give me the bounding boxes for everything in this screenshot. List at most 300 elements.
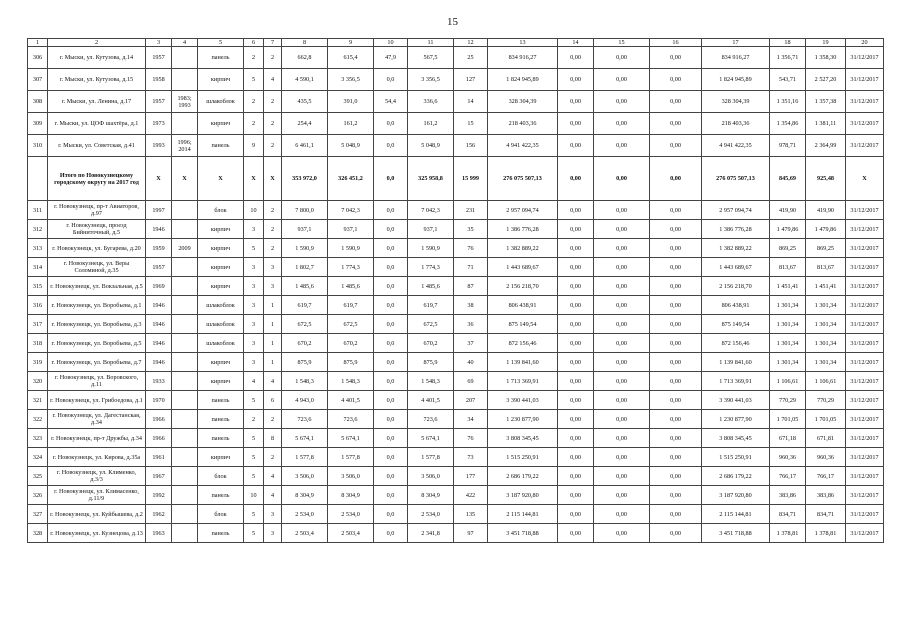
value-j: 3 187 920,80 [702, 486, 770, 505]
wall-material: панель [198, 524, 244, 543]
floors: 5 [244, 524, 264, 543]
value-i: 0,00 [650, 315, 702, 334]
value-h: 0,00 [594, 315, 650, 334]
value-k: 1 106,61 [770, 372, 806, 391]
area-c: 0,0 [374, 486, 408, 505]
date: 31/12/2017 [846, 69, 884, 91]
entrances: 2 [264, 220, 282, 239]
value-g: 0,00 [558, 486, 594, 505]
row-number: 328 [28, 524, 48, 543]
residents: 69 [454, 372, 488, 391]
value-k: 1 354,86 [770, 113, 806, 135]
col-header: 11 [408, 39, 454, 47]
address: г. Новокузнецк, проезд Бийниточный, д.5 [48, 220, 146, 239]
value-i: 0,00 [650, 391, 702, 410]
year-renovated [172, 505, 198, 524]
value-l: 2 364,99 [806, 135, 846, 157]
col-header: 14 [558, 39, 594, 47]
date: 31/12/2017 [846, 277, 884, 296]
living-area: 8 304,9 [328, 486, 374, 505]
row-number: 326 [28, 486, 48, 505]
total-area: 8 304,9 [282, 486, 328, 505]
residents: 36 [454, 315, 488, 334]
cost: 1 386 776,28 [488, 220, 558, 239]
total-x: X [146, 157, 172, 201]
total-i: 0,00 [650, 157, 702, 201]
value-k: 1 301,34 [770, 353, 806, 372]
value-i: 0,00 [650, 334, 702, 353]
value-i: 0,00 [650, 135, 702, 157]
row-number: 319 [28, 353, 48, 372]
row-number: 318 [28, 334, 48, 353]
area-d: 7 042,3 [408, 201, 454, 220]
row-number: 320 [28, 372, 48, 391]
year-renovated [172, 429, 198, 448]
value-k: 1 301,34 [770, 296, 806, 315]
col-header: 6 [244, 39, 264, 47]
table-row [28, 429, 884, 448]
value-h: 0,00 [594, 372, 650, 391]
value-k: 869,25 [770, 239, 806, 258]
value-i: 0,00 [650, 47, 702, 69]
row-number: 313 [28, 239, 48, 258]
total-x: X [198, 157, 244, 201]
year-built: 1961 [146, 448, 172, 467]
value-j: 1 443 689,67 [702, 258, 770, 277]
year-renovated [172, 486, 198, 505]
area-c: 0,0 [374, 391, 408, 410]
value-h: 0,00 [594, 47, 650, 69]
entrances: 2 [264, 47, 282, 69]
col-header: 10 [374, 39, 408, 47]
table-row [28, 315, 884, 334]
value-k: 543,71 [770, 69, 806, 91]
address: г. Новокузнецк, ул. Вокзальная, д.5 [48, 277, 146, 296]
value-i: 0,00 [650, 448, 702, 467]
address: г. Новокузнецк, ул. Кирова, д.35а [48, 448, 146, 467]
residents: 25 [454, 47, 488, 69]
value-i: 0,00 [650, 467, 702, 486]
value-l: 383,86 [806, 486, 846, 505]
date: 31/12/2017 [846, 372, 884, 391]
total-area: 6 461,1 [282, 135, 328, 157]
value-g: 0,00 [558, 91, 594, 113]
value-g: 0,00 [558, 201, 594, 220]
value-h: 0,00 [594, 69, 650, 91]
row-number: 315 [28, 277, 48, 296]
residents: 207 [454, 391, 488, 410]
table-row [28, 353, 884, 372]
living-area: 391,0 [328, 91, 374, 113]
floors: 3 [244, 315, 264, 334]
value-h: 0,00 [594, 113, 650, 135]
cost: 1 139 841,60 [488, 353, 558, 372]
value-h: 0,00 [594, 334, 650, 353]
date: 31/12/2017 [846, 486, 884, 505]
value-i: 0,00 [650, 239, 702, 258]
value-l: 770,29 [806, 391, 846, 410]
value-k: 1 451,41 [770, 277, 806, 296]
row-number: 316 [28, 296, 48, 315]
area-d: 672,5 [408, 315, 454, 334]
row-number: 309 [28, 113, 48, 135]
value-k: 1 301,34 [770, 315, 806, 334]
value-h: 0,00 [594, 467, 650, 486]
value-l: 1 378,81 [806, 524, 846, 543]
cost: 218 403,36 [488, 113, 558, 135]
wall-material: панель [198, 47, 244, 69]
value-g: 0,00 [558, 334, 594, 353]
floors: 2 [244, 113, 264, 135]
total-date: X [846, 157, 884, 201]
value-j: 872 156,46 [702, 334, 770, 353]
value-g: 0,00 [558, 353, 594, 372]
residents: 14 [454, 91, 488, 113]
date: 31/12/2017 [846, 467, 884, 486]
wall-material: шлакоблок [198, 91, 244, 113]
date: 31/12/2017 [846, 315, 884, 334]
entrances: 6 [264, 391, 282, 410]
table-row [28, 239, 884, 258]
living-area: 1 774,3 [328, 258, 374, 277]
table-row [28, 135, 884, 157]
row-number: 312 [28, 220, 48, 239]
year-built: 1973 [146, 113, 172, 135]
total-area: 4 590,1 [282, 69, 328, 91]
total-area: 5 674,1 [282, 429, 328, 448]
total-area: 937,1 [282, 220, 328, 239]
area-d: 5 674,1 [408, 429, 454, 448]
total-area: 1 577,8 [282, 448, 328, 467]
value-l: 1 357,38 [806, 91, 846, 113]
value-l: 1 381,11 [806, 113, 846, 135]
cost: 1 713 369,91 [488, 372, 558, 391]
area-d: 2 341,8 [408, 524, 454, 543]
floors: 3 [244, 353, 264, 372]
entrances: 4 [264, 467, 282, 486]
year-renovated [172, 315, 198, 334]
cost: 4 941 422,35 [488, 135, 558, 157]
page-number: 15 [447, 16, 458, 28]
total-area: 435,5 [282, 91, 328, 113]
col-header: 9 [328, 39, 374, 47]
address: г. Новокузнецк, ул. Грибоедова, д.1 [48, 391, 146, 410]
table-row [28, 69, 884, 91]
year-renovated [172, 448, 198, 467]
living-area: 3 356,5 [328, 69, 374, 91]
total-area: 1 548,3 [282, 372, 328, 391]
year-built: 1969 [146, 277, 172, 296]
entrances: 1 [264, 353, 282, 372]
cost: 1 824 945,89 [488, 69, 558, 91]
value-h: 0,00 [594, 505, 650, 524]
row-number: 307 [28, 69, 48, 91]
table-row [28, 113, 884, 135]
area-c: 0,0 [374, 258, 408, 277]
address: г. Мыски, ул. ЦОФ шахтёра, д.1 [48, 113, 146, 135]
cost: 1 382 889,22 [488, 239, 558, 258]
total-empty [28, 157, 48, 201]
value-h: 0,00 [594, 135, 650, 157]
area-d: 4 401,5 [408, 391, 454, 410]
area-c: 0,0 [374, 201, 408, 220]
date: 31/12/2017 [846, 505, 884, 524]
value-j: 3 451 718,88 [702, 524, 770, 543]
year-built: 1957 [146, 47, 172, 69]
wall-material: кирпич [198, 353, 244, 372]
value-j: 3 390 441,03 [702, 391, 770, 410]
floors: 3 [244, 258, 264, 277]
entrances: 2 [264, 410, 282, 429]
area-c: 0,0 [374, 296, 408, 315]
address: г. Новокузнецк, ул. Воробьева, д.5 [48, 334, 146, 353]
area-c: 0,0 [374, 334, 408, 353]
year-built: 1962 [146, 505, 172, 524]
cost: 2 957 094,74 [488, 201, 558, 220]
value-j: 218 403,36 [702, 113, 770, 135]
value-l: 2 527,20 [806, 69, 846, 91]
value-h: 0,00 [594, 410, 650, 429]
value-j: 2 957 094,74 [702, 201, 770, 220]
year-built: 1946 [146, 220, 172, 239]
floors: 5 [244, 69, 264, 91]
address: г. Новокузнецк, ул. Дагестанская, д.34 [48, 410, 146, 429]
floors: 3 [244, 334, 264, 353]
date: 31/12/2017 [846, 258, 884, 277]
value-k: 671,18 [770, 429, 806, 448]
living-area: 7 042,3 [328, 201, 374, 220]
total-area-living: 326 451,2 [328, 157, 374, 201]
wall-material: кирпич [198, 372, 244, 391]
value-j: 1 713 369,91 [702, 372, 770, 391]
date: 31/12/2017 [846, 334, 884, 353]
value-k: 766,17 [770, 467, 806, 486]
table-row [28, 47, 884, 69]
area-c: 0,0 [374, 69, 408, 91]
value-k: 383,86 [770, 486, 806, 505]
year-renovated: 2009 [172, 239, 198, 258]
living-area: 1 577,8 [328, 448, 374, 467]
year-renovated [172, 201, 198, 220]
wall-material: кирпич [198, 113, 244, 135]
total-area: 670,2 [282, 334, 328, 353]
table-row [28, 410, 884, 429]
living-area: 615,4 [328, 47, 374, 69]
wall-material: кирпич [198, 277, 244, 296]
date: 31/12/2017 [846, 47, 884, 69]
address: г. Мыски, ул. Ленина, д.17 [48, 91, 146, 113]
residents: 37 [454, 334, 488, 353]
value-i: 0,00 [650, 69, 702, 91]
value-l: 1 301,34 [806, 334, 846, 353]
residents: 15 [454, 113, 488, 135]
value-k: 1 701,05 [770, 410, 806, 429]
value-g: 0,00 [558, 258, 594, 277]
value-h: 0,00 [594, 486, 650, 505]
total-x: X [264, 157, 282, 201]
area-d: 567,5 [408, 47, 454, 69]
value-j: 2 686 179,22 [702, 467, 770, 486]
col-header: 18 [770, 39, 806, 47]
col-header: 7 [264, 39, 282, 47]
wall-material: шлакоблок [198, 296, 244, 315]
col-header: 17 [702, 39, 770, 47]
value-i: 0,00 [650, 486, 702, 505]
total-area: 254,4 [282, 113, 328, 135]
floors: 4 [244, 372, 264, 391]
year-renovated: 1996; 2014 [172, 135, 198, 157]
value-g: 0,00 [558, 296, 594, 315]
cost: 3 451 718,88 [488, 524, 558, 543]
row-number: 310 [28, 135, 48, 157]
total-k: 845,69 [770, 157, 806, 201]
wall-material: панель [198, 486, 244, 505]
table-row [28, 448, 884, 467]
total-area: 4 943,0 [282, 391, 328, 410]
table-row [28, 372, 884, 391]
address: г. Новокузнецк, ул. Клименко, д.3/3 [48, 467, 146, 486]
total-area: 353 972,0 [282, 157, 328, 201]
address: г. Новокузнецк, ул. Воровского, д.11 [48, 372, 146, 391]
wall-material: блок [198, 201, 244, 220]
floors: 5 [244, 391, 264, 410]
area-d: 8 304,9 [408, 486, 454, 505]
year-renovated [172, 220, 198, 239]
value-l: 1 106,61 [806, 372, 846, 391]
value-j: 2 156 218,70 [702, 277, 770, 296]
area-c: 0,0 [374, 277, 408, 296]
area-c: 0,0 [374, 410, 408, 429]
value-i: 0,00 [650, 91, 702, 113]
living-area: 2 503,4 [328, 524, 374, 543]
floors: 5 [244, 429, 264, 448]
value-h: 0,00 [594, 201, 650, 220]
area-d: 1 774,3 [408, 258, 454, 277]
year-renovated [172, 353, 198, 372]
table-row [28, 486, 884, 505]
value-l: 869,25 [806, 239, 846, 258]
residents: 87 [454, 277, 488, 296]
date: 31/12/2017 [846, 201, 884, 220]
area-d: 1 577,8 [408, 448, 454, 467]
value-h: 0,00 [594, 91, 650, 113]
value-k: 419,90 [770, 201, 806, 220]
total-h: 0,00 [594, 157, 650, 201]
residents: 135 [454, 505, 488, 524]
value-i: 0,00 [650, 258, 702, 277]
value-j: 1 824 945,89 [702, 69, 770, 91]
floors: 5 [244, 239, 264, 258]
row-number: 327 [28, 505, 48, 524]
living-area: 1 485,6 [328, 277, 374, 296]
year-built: 1967 [146, 467, 172, 486]
entrances: 3 [264, 258, 282, 277]
area-d: 670,2 [408, 334, 454, 353]
residents: 177 [454, 467, 488, 486]
residents: 40 [454, 353, 488, 372]
value-g: 0,00 [558, 315, 594, 334]
address: г. Новокузнецк, ул. Климасенко, д.11/9 [48, 486, 146, 505]
value-j: 1 386 776,28 [702, 220, 770, 239]
total-j: 276 075 507,13 [702, 157, 770, 201]
value-j: 1 230 877,90 [702, 410, 770, 429]
table-row [28, 220, 884, 239]
residents: 35 [454, 220, 488, 239]
residents: 422 [454, 486, 488, 505]
table-row [28, 201, 884, 220]
value-l: 1 358,30 [806, 47, 846, 69]
floors: 5 [244, 505, 264, 524]
entrances: 2 [264, 448, 282, 467]
wall-material: кирпич [198, 239, 244, 258]
value-i: 0,00 [650, 201, 702, 220]
value-i: 0,00 [650, 524, 702, 543]
address: г. Новокузнецк, ул. Воробьева, д.1 [48, 296, 146, 315]
total-label: Итого по Новокузнецкому городскому округу на 2017 год [48, 157, 146, 201]
value-g: 0,00 [558, 524, 594, 543]
entrances: 3 [264, 277, 282, 296]
year-built: 1946 [146, 353, 172, 372]
area-c: 0,0 [374, 372, 408, 391]
address: г. Новокузнецк, ул. Кузнецова, д.13 [48, 524, 146, 543]
floors: 9 [244, 135, 264, 157]
year-built: 1933 [146, 372, 172, 391]
area-d: 5 048,9 [408, 135, 454, 157]
value-l: 960,36 [806, 448, 846, 467]
value-k: 813,67 [770, 258, 806, 277]
area-d: 336,6 [408, 91, 454, 113]
value-g: 0,00 [558, 277, 594, 296]
value-h: 0,00 [594, 277, 650, 296]
total-area: 2 534,0 [282, 505, 328, 524]
entrances: 2 [264, 113, 282, 135]
table-row [28, 296, 884, 315]
wall-material: панель [198, 391, 244, 410]
residents: 76 [454, 239, 488, 258]
entrances: 2 [264, 91, 282, 113]
value-h: 0,00 [594, 391, 650, 410]
area-d: 875,9 [408, 353, 454, 372]
total-area: 7 800,0 [282, 201, 328, 220]
cost: 3 808 345,45 [488, 429, 558, 448]
living-area: 1 590,9 [328, 239, 374, 258]
date: 31/12/2017 [846, 353, 884, 372]
area-c: 0,0 [374, 448, 408, 467]
value-j: 834 916,27 [702, 47, 770, 69]
value-g: 0,00 [558, 391, 594, 410]
living-area: 5 674,1 [328, 429, 374, 448]
table-row [28, 277, 884, 296]
area-c: 0,0 [374, 505, 408, 524]
wall-material: кирпич [198, 69, 244, 91]
entrances: 3 [264, 505, 282, 524]
row-number: 322 [28, 410, 48, 429]
value-k: 1 351,16 [770, 91, 806, 113]
entrances: 1 [264, 315, 282, 334]
floors: 2 [244, 91, 264, 113]
entrances: 4 [264, 69, 282, 91]
value-l: 766,17 [806, 467, 846, 486]
value-j: 1 515 250,91 [702, 448, 770, 467]
total-area: 1 802,7 [282, 258, 328, 277]
value-l: 1 301,34 [806, 353, 846, 372]
value-l: 671,81 [806, 429, 846, 448]
date: 31/12/2017 [846, 429, 884, 448]
table-row [28, 258, 884, 277]
area-d: 1 548,3 [408, 372, 454, 391]
year-renovated [172, 410, 198, 429]
wall-material: панель [198, 135, 244, 157]
